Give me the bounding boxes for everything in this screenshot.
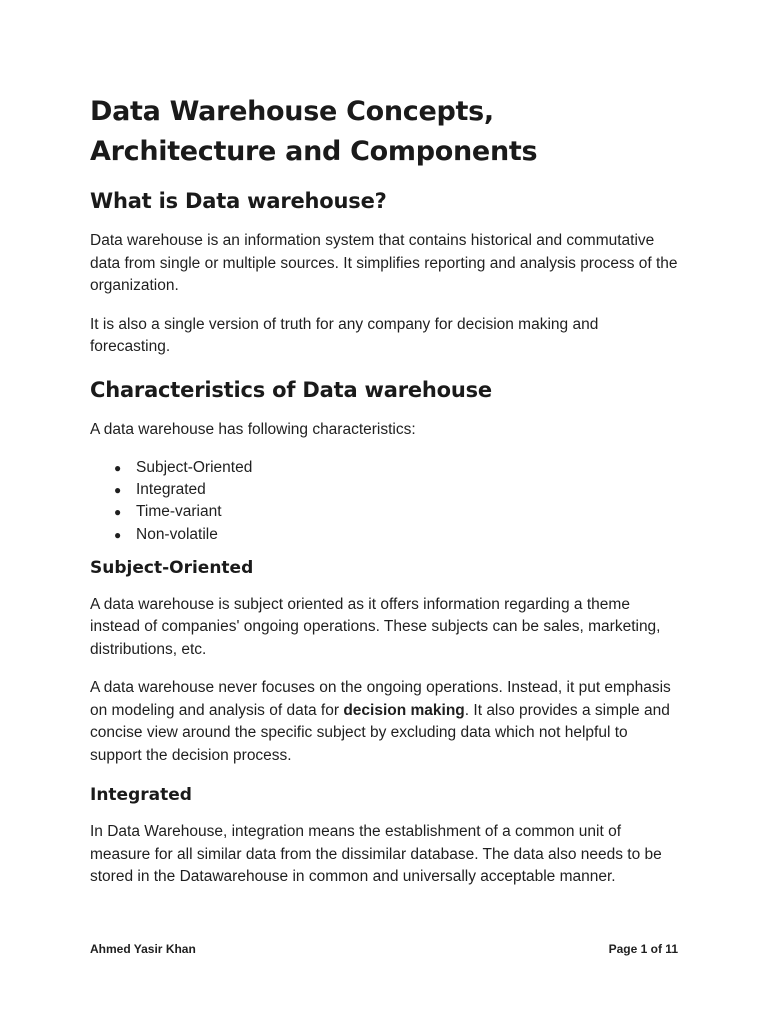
footer-author: Ahmed Yasir Khan [90, 942, 196, 956]
paragraph-single-truth: It is also a single version of truth for any company for decision making and forecasting. [90, 315, 599, 355]
characteristics-list [90, 457, 680, 546]
bullet-icon: ● [114, 461, 122, 475]
section-heading-integrated: Integrated [90, 785, 192, 806]
section-heading-characteristics: Characteristics of Data warehouse [90, 377, 492, 402]
paragraph-subject-oriented-1: A data warehouse is subject oriented as it offers information regarding a theme instead of companies' ongoing operations. These subjects can be sales, marketing, distributions, etc. [90, 595, 661, 658]
list-item: ● Integrated [136, 479, 680, 501]
page-footer [90, 942, 678, 956]
document-page [90, 92, 680, 905]
bullet-icon: ● [114, 527, 122, 542]
document-title: Data Warehouse Concepts, Architecture and Components [90, 96, 538, 167]
bullet-icon: ● [114, 483, 122, 498]
section-heading-what-is: What is Data warehouse? [90, 189, 387, 213]
bullet-icon: ● [114, 505, 122, 520]
paragraph-subject-oriented-2: A data warehouse never focuses on the ongoing operations. Instead, it put emphasis on modeling and analysis of data for decision making. It also provides a simple and concise view around the specific subject by excluding data which not helpful to support the decision process. [90, 679, 671, 764]
emphasis-decision-making: decision making [343, 701, 465, 719]
list-item: ● Non-volatile [136, 524, 680, 546]
list-item: ● Time-variant [136, 501, 680, 523]
list-item: ● Subject-Oriented [136, 457, 680, 479]
paragraph-characteristics-intro: A data warehouse has following characteristics: [90, 420, 416, 438]
paragraph-integrated: In Data Warehouse, integration means the establishment of a common unit of measure for all similar data from the dissimilar database. The data also needs to be stored in the Datawarehouse in common and universally acceptable manner. [90, 823, 662, 886]
footer-page-number: Page 1 of 11 [608, 942, 678, 956]
section-heading-subject-oriented: Subject-Oriented [90, 557, 254, 578]
paragraph-definition: Data warehouse is an information system that contains historical and commutative data from single or multiple sources. It simplifies reporting and analysis process of the organization. [90, 232, 678, 294]
